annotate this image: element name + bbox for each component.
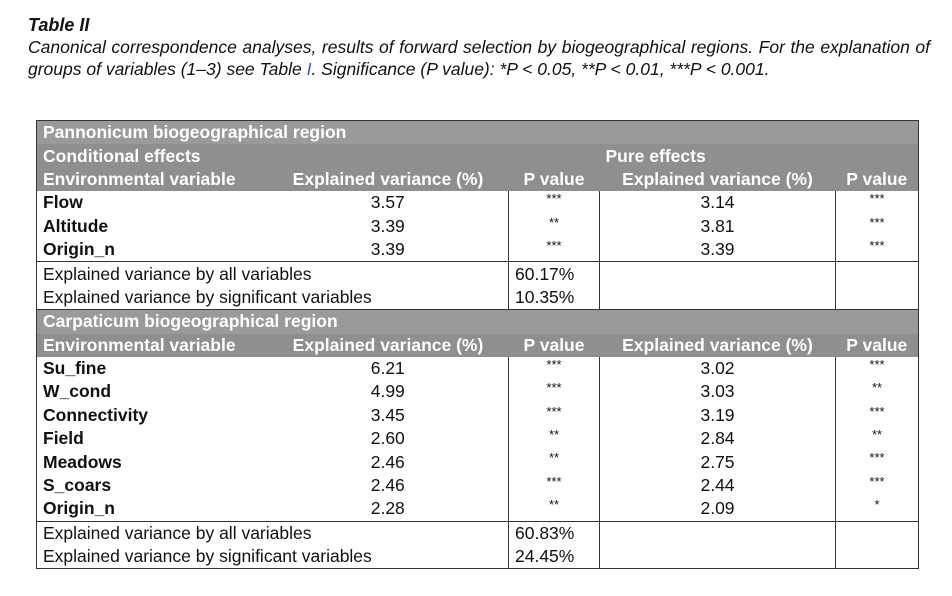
conditional-explained-variance: 2.60 [370,428,405,449]
conditional-explained-variance: 2.46 [370,451,405,472]
variable-name: Field [37,427,268,450]
table-row [37,357,919,380]
pure-p-value: *** [836,215,919,238]
table-row [37,427,919,450]
summary-empty-p [836,521,919,545]
pure-p-value: *** [836,191,919,214]
pure-explained-variance: 3.02 [600,357,836,380]
col-env-variable: Environmental variable [37,334,268,357]
region-title: Pannonicum biogeographical region [37,121,919,145]
col-env-variable: Environmental variable [37,168,268,191]
variable-name: Flow [37,191,268,214]
summary-value: 24.45% [509,545,600,569]
summary-empty-pure [600,262,836,286]
table-row [37,404,919,427]
caption-text-part2: . Significance (P value): *P < 0.05, **P < 0.01, ***P < 0.001. [311,59,770,79]
col-cond-pvalue: P value [509,168,600,191]
pure-explained-variance: 3.03 [600,380,836,403]
conditional-effects-header: Conditional effects [37,144,600,167]
variable-name: Connectivity [37,404,268,427]
pure-p-value: *** [836,474,919,497]
summary-value: 10.35% [509,286,600,310]
pure-p-value: * [836,497,919,521]
conditional-explained-variance: 3.45 [370,404,405,425]
conditional-explained-variance: 6.21 [370,358,405,379]
pure-explained-variance: 2.09 [600,497,836,521]
summary-row [37,262,919,286]
table-row [37,450,919,473]
table-title: Table II [28,15,90,35]
column-header-row [37,168,919,191]
variable-name: Origin_n [37,238,268,262]
pure-p-value: *** [836,238,919,262]
conditional-explained-variance: 3.39 [370,239,405,260]
results-table [36,120,919,569]
conditional-p-value: ** [509,427,600,450]
region-header-row [37,121,919,145]
pure-explained-variance: 3.81 [600,215,836,238]
conditional-p-value: *** [509,357,600,380]
variable-name: Origin_n [37,497,268,521]
col-cond-pvalue: P value [509,334,600,357]
table-reference-link[interactable]: I [306,59,312,79]
conditional-p-value: *** [509,191,600,214]
variable-name: Su_fine [37,357,268,380]
variable-name: Altitude [37,215,268,238]
pure-explained-variance: 3.39 [600,238,836,262]
summary-empty-pure [600,545,836,569]
conditional-explained-variance: 2.46 [370,475,405,496]
summary-value: 60.17% [509,262,600,286]
summary-row [37,521,919,545]
variable-name: Meadows [37,450,268,473]
table-row [37,238,919,262]
column-header-row [37,334,919,357]
pure-explained-variance: 2.44 [600,474,836,497]
summary-row [37,545,919,569]
table-row [37,497,919,521]
conditional-explained-variance: 4.99 [370,381,405,402]
conditional-p-value: ** [509,215,600,238]
conditional-p-value: ** [509,450,600,473]
caption-text [28,36,930,80]
conditional-p-value: ** [509,497,600,521]
summary-label: Explained variance by significant variables [37,545,509,569]
col-cond-explained: Explained variance (%) [268,168,509,191]
summary-empty-p [836,545,919,569]
table-row [37,474,919,497]
summary-empty-p [836,286,919,310]
col-pure-explained: Explained variance (%) [600,168,836,191]
pure-explained-variance: 2.84 [600,427,836,450]
region-title: Carpaticum biogeographical region [37,310,919,334]
col-cond-explained: Explained variance (%) [268,334,509,357]
pure-p-value: ** [836,380,919,403]
table-row [37,191,919,214]
pure-explained-variance: 3.19 [600,404,836,427]
pure-effects-header: Pure effects [600,144,919,167]
conditional-p-value: *** [509,474,600,497]
table-caption [28,14,930,80]
conditional-p-value: *** [509,238,600,262]
effects-header-row [37,144,919,167]
pure-p-value: *** [836,450,919,473]
summary-row [37,286,919,310]
summary-label: Explained variance by all variables [37,521,509,545]
pure-explained-variance: 2.75 [600,450,836,473]
pure-p-value: ** [836,427,919,450]
conditional-explained-variance: 3.57 [370,192,405,213]
summary-empty-pure [600,521,836,545]
table-row [37,215,919,238]
summary-label: Explained variance by all variables [37,262,509,286]
col-pure-pvalue: P value [836,168,919,191]
table-row [37,380,919,403]
pure-explained-variance: 3.14 [600,191,836,214]
pure-p-value: *** [836,404,919,427]
region-header-row [37,310,919,334]
pure-p-value: *** [836,357,919,380]
conditional-p-value: *** [509,380,600,403]
caption-text-part1: Canonical correspondence analyses, results of forward selection by biogeographical regions. For the explanation of groups of variables (1–3) see Table [28,37,930,79]
conditional-explained-variance: 3.39 [370,215,405,236]
variable-name: S_coars [37,474,268,497]
conditional-p-value: *** [509,404,600,427]
summary-empty-pure [600,286,836,310]
summary-empty-p [836,262,919,286]
summary-value: 60.83% [509,521,600,545]
conditional-explained-variance: 2.28 [370,498,405,519]
summary-label: Explained variance by significant variables [37,286,509,310]
col-pure-pvalue: P value [836,334,919,357]
variable-name: W_cond [37,380,268,403]
col-pure-explained: Explained variance (%) [600,334,836,357]
